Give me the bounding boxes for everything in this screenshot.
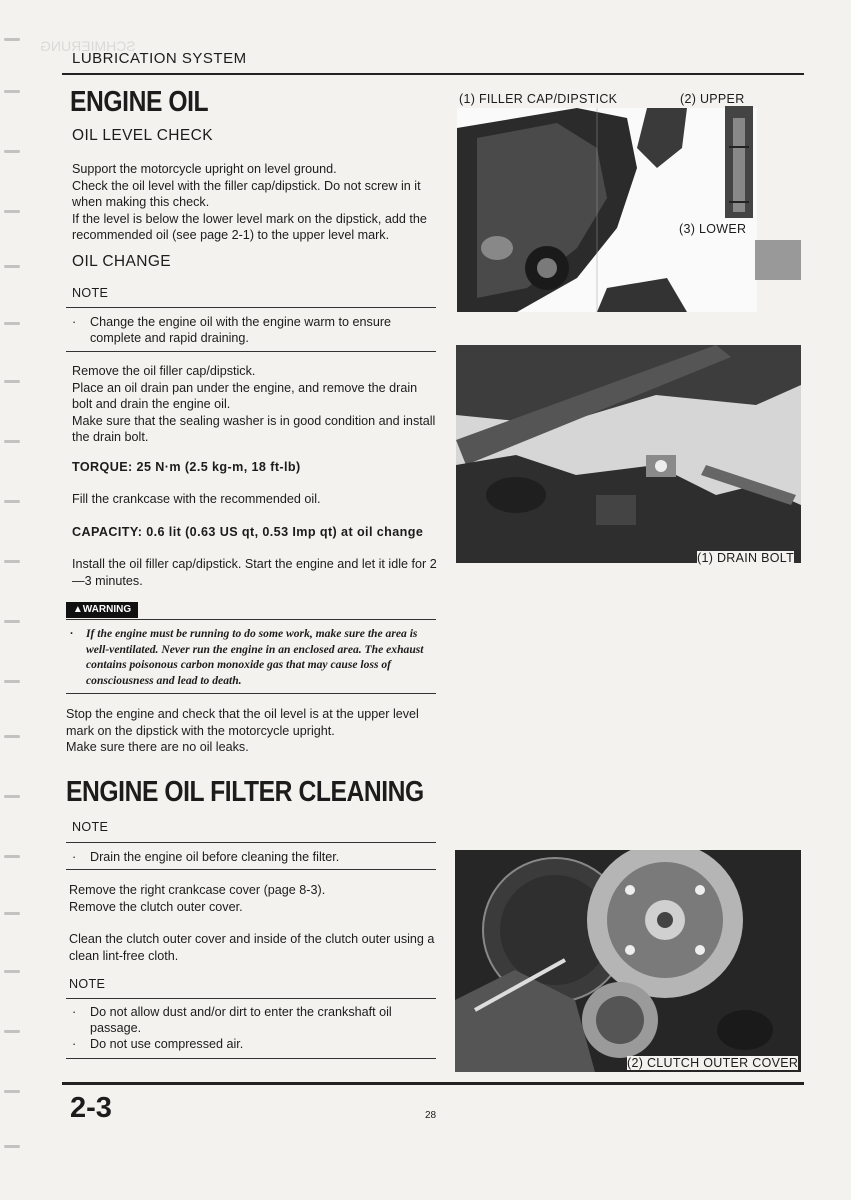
torque-spec: TORQUE: 25 N·m (2.5 kg-m, 18 ft-lb) [72, 460, 301, 474]
footer-rule [62, 1082, 804, 1085]
dipstick-photo [457, 108, 757, 312]
note-bullet: · Change the engine oil with the engine warm to ensure complete and rapid draining. [72, 315, 392, 345]
dipstick-corner [755, 240, 801, 280]
note-label: NOTE [72, 286, 109, 300]
section-header: LUBRICATION SYSTEM [72, 50, 247, 67]
filter-note2-rule-bottom [66, 1058, 436, 1059]
page-code: 2-3 [70, 1092, 112, 1124]
fig2-label-drain-bolt: (1) DRAIN BOLT [697, 551, 795, 565]
drain-instructions: Remove the oil filler cap/dipstick. Place an oil drain pan under the engine, and remove the drain bolt and drain the engine oil. Make sure that the sealing washer is in good condition and install the drain bolt. [72, 364, 436, 444]
remove-cover-text: Remove the right crankcase cover (page 8-3). Remove the clutch outer cover. [69, 883, 326, 914]
filter-note2-rule-top [66, 998, 436, 999]
clean-text: Clean the clutch outer cover and inside of the clutch outer using a clean lint-free cloth. [69, 932, 435, 963]
clutch-cover-photo [455, 850, 801, 1072]
header-rule [62, 73, 804, 75]
fig3-label-clutch-cover: (2) CLUTCH OUTER COVER [627, 1056, 799, 1070]
fill-instruction: Fill the crankcase with the recommended oil. [72, 492, 321, 506]
drain-bolt-photo [456, 345, 801, 563]
engine-oil-title: ENGINE OIL [70, 86, 209, 118]
filter-note2-bullet-2: · Do not use compressed air. [72, 1037, 244, 1051]
filter-note2-label: NOTE [69, 977, 106, 991]
filter-note-rule-bottom [66, 869, 436, 870]
mirrored-bleed-through-heading: SCHMIERUNG [40, 38, 136, 54]
filter-note2-bullet-1: · Do not allow dust and/or dirt to enter the crankshaft oil passage. [72, 1005, 392, 1035]
filter-note-rule-top [66, 842, 436, 843]
warning-text: · If the engine must be running to do some work, make sure the area is well-ventilated. Never run the engine in an enclosed area. The exhaust contains poisonous carbon monoxide gas that may cause loss of consciousness and lead to death. [70, 627, 424, 687]
filter-note-bullet: · Drain the engine oil before cleaning the filter. [72, 850, 340, 864]
fig1-label-lower: (3) LOWER [679, 222, 747, 236]
filter-cleaning-title: ENGINE OIL FILTER CLEANING [66, 776, 424, 808]
filter-note-label: NOTE [72, 820, 109, 834]
dipstick-detail [725, 106, 753, 218]
warning-rule-top [66, 619, 436, 620]
stop-engine-text: Stop the engine and check that the oil level is at the upper level mark on the dipstick with the motorcycle upright. Make sure there are no oil leaks. [66, 707, 419, 754]
note-rule-top [66, 307, 436, 308]
fig1-label-filler-cap: (1) FILLER CAP/DIPSTICK [459, 92, 618, 106]
oil-level-check-text: Support the motorcycle upright on level ground. Check the oil level with the filler cap/dipstick. Do not screw in it when making this check. If the level is below the lower level mark on the dipstick, add the recommended oil (see page 2-1) to the upper level mark. [72, 162, 427, 242]
fig1-label-upper: (2) UPPER [680, 92, 745, 106]
warning-badge: ▲WARNING [66, 602, 138, 618]
capacity-spec: CAPACITY: 0.6 lit (0.63 US qt, 0.53 Imp qt) at oil change [72, 525, 424, 539]
install-instruction: Install the oil filler cap/dipstick. Start the engine and let it idle for 2—3 minutes. [72, 557, 437, 588]
oil-level-check-heading: OIL LEVEL CHECK [72, 127, 213, 144]
warning-rule-bottom [66, 693, 436, 694]
page-number: 28 [425, 1110, 437, 1121]
oil-change-heading: OIL CHANGE [72, 253, 172, 270]
note-rule-bottom [66, 351, 436, 352]
